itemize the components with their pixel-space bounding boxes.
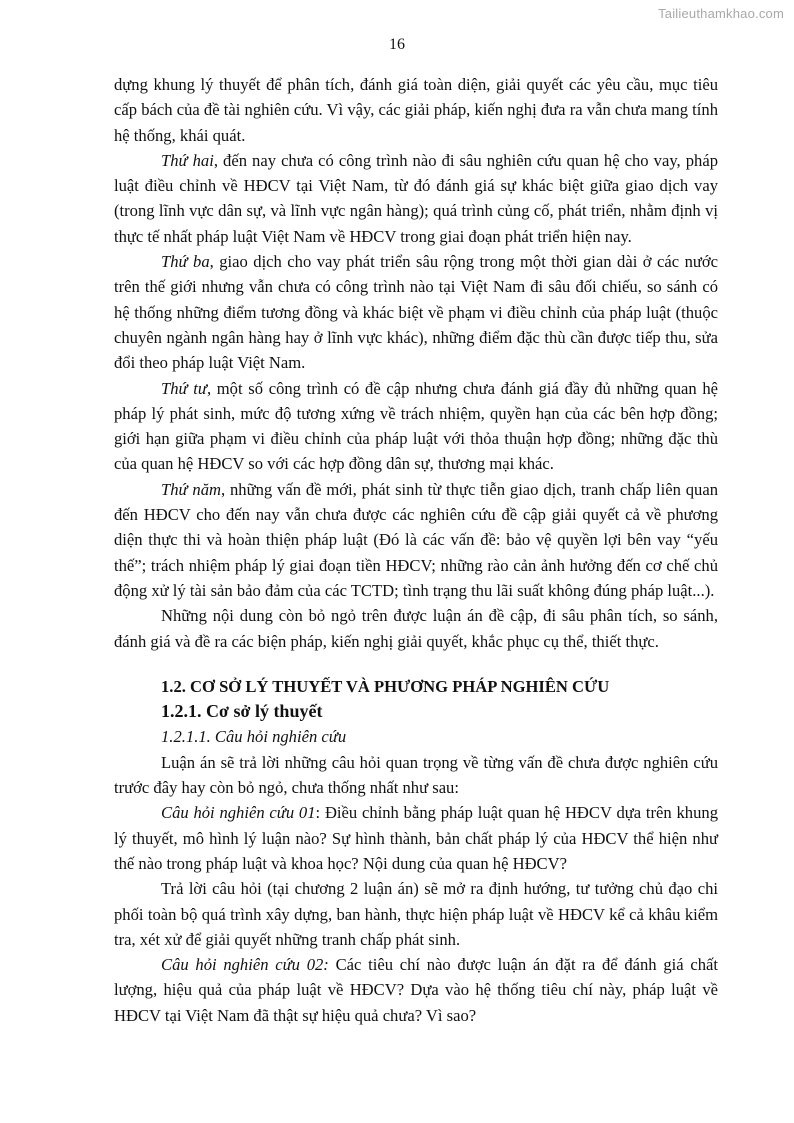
paragraph: dựng khung lý thuyết để phân tích, đánh giá toàn diện, giải quyết các yêu cầu, mục tiêu cấp bách của đề tài nghiên cứu. Vì vậy, các giải pháp, kiến nghị đưa ra vẫn chưa mang tính hệ thống, khái quát. xyxy=(114,75,718,145)
paragraph-lead: Thứ ba xyxy=(161,252,210,272)
paragraph xyxy=(114,477,718,603)
paragraph xyxy=(114,376,718,477)
paragraph-text: : Điều chỉnh bằng pháp luật quan hệ HĐCV dựa trên khung lý thuyết, mô hình lý luận nào? Sự hình thành, bản chất pháp lý của HĐCV thể hiện như thế nào trong pháp luật và khoa học? Nội dung của quan hệ HĐCV? xyxy=(114,803,718,873)
paragraph-lead: Thứ tư xyxy=(161,378,207,398)
paragraph-text: Các tiêu chí nào được luận án đặt ra để đánh giá chất lượng, hiệu quả của pháp luật về HĐCV? Dựa vào hệ thống tiêu chí này, pháp luật về HĐCV tại Việt Nam đã thật sự hiệu quả chưa? Vì sao? xyxy=(114,955,718,1025)
paragraph-lead: Thứ hai xyxy=(161,150,214,170)
paragraph xyxy=(114,800,718,876)
paragraph-text: , một số công trình có đề cập nhưng chưa đánh giá đầy đủ những quan hệ pháp lý phát sinh, mức độ tương xứng về trách nhiệm, quyền hạn của các bên hợp đồng; giới hạn giữa phạm vi điều chỉnh của pháp luật với thỏa thuận hợp đồng; những đặc thù của quan hệ HĐCV so với các hợp đồng dân sự, thương mại khác. xyxy=(114,378,719,474)
paragraph xyxy=(114,249,718,375)
paragraph-text: , những vấn đề mới, phát sinh từ thực tiễn giao dịch, tranh chấp liên quan đến HĐCV cho đến nay vẫn chưa được các nghiên cứu đề cập giải quyết cả về phương diện thực thi và hoàn thiện pháp luật (Đó là các vấn đề: bảo vệ quyền lợi bên vay “yếu thế”; trách nhiệm pháp lý giai đoạn tiền HĐCV; những rào cản ảnh hưởng đến cơ chế chủ động xử lý tài sản bảo đảm của các TCTD; tình trạng thu lãi suất không đúng pháp luật...). xyxy=(114,479,718,600)
paragraph-lead: Câu hỏi nghiên cứu 01 xyxy=(161,803,316,823)
paragraph: Luận án sẽ trả lời những câu hỏi quan trọng về từng vấn đề chưa được nghiên cứu trước đây hay còn bỏ ngỏ, chưa thống nhất như sau: xyxy=(114,752,718,798)
paragraph: Những nội dung còn bỏ ngỏ trên được luận án đề cập, đi sâu phân tích, so sánh, đánh giá và đề ra các biện pháp, kiến nghị giải quyết, khắc phục cụ thể, thiết thực. xyxy=(114,606,718,651)
page-body xyxy=(114,72,718,1028)
paragraph-lead: Câu hỏi nghiên cứu 02: xyxy=(161,955,329,975)
paragraph-lead: Thứ năm xyxy=(161,479,222,499)
paragraph: Trả lời câu hỏi (tại chương 2 luận án) sẽ mở ra định hướng, tư tưởng chủ đạo chi phối toàn bộ quá trình xây dựng, ban hành, thực hiện pháp luật về HĐCV kể cả khâu kiểm tra, xét xử để giải quyết những tranh chấp phát sinh. xyxy=(114,879,718,949)
paragraph xyxy=(114,952,718,1028)
section-gap xyxy=(114,654,718,674)
paragraph xyxy=(114,148,718,249)
section-heading: 1.2. CƠ SỞ LÝ THUYẾT VÀ PHƯƠNG PHÁP NGHIÊN CỨU xyxy=(161,676,610,696)
page-number: 16 xyxy=(389,36,405,53)
paragraph-text: , đến nay chưa có công trình nào đi sâu nghiên cứu quan hệ cho vay, pháp luật điều chỉnh về HĐCV tại Việt Nam, từ đó đánh giá sự khác biệt giữa giao dịch vay (trong lĩnh vực dân sự, và lĩnh vực ngân hàng); quá trình củng cố, phát triển, nhằm định vị thực tế nhất pháp luật Việt Nam về HĐCV trong giai đoạn phát triển hiện nay. xyxy=(114,150,718,246)
watermark: Tailieuthamkhao.com xyxy=(658,6,784,21)
subsection-heading: 1.2.1. Cơ sở lý thuyết xyxy=(161,701,323,722)
subsubsection-heading: 1.2.1.1. Câu hỏi nghiên cứu xyxy=(161,727,347,747)
paragraph-text: , giao dịch cho vay phát triển sâu rộng trong một thời gian dài ở các nước trên thế giới nhưng vẫn chưa có công trình nào tại Việt Nam đi sâu đối chiếu, so sánh có hệ thống những điểm tương đồng và khác biệt về phạm vi điều chỉnh của pháp luật (thuộc chuyên ngành ngân hàng hay ở lĩnh vực khác), những điểm đặc thù cần được tiếp thu, sửa đổi theo pháp luật Việt Nam. xyxy=(114,252,718,373)
